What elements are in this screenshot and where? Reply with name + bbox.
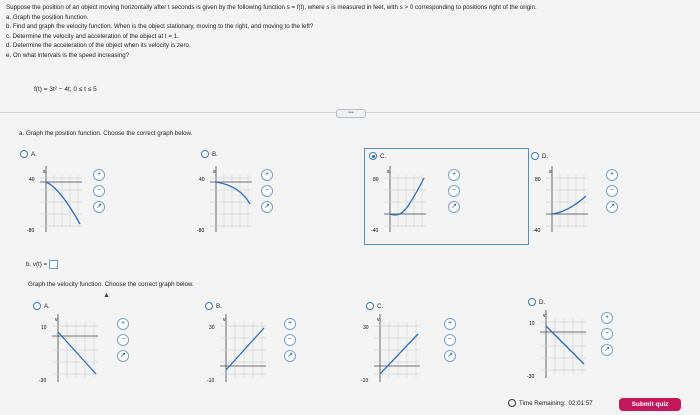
problem-line: d. Determine the acceleration of the object when its velocity is zero. — [6, 42, 191, 50]
axis-label: s — [549, 169, 552, 175]
y-min-label: -10 — [207, 378, 215, 384]
problem-line: e. On what intervals is the speed increasing? — [6, 51, 130, 59]
zoom-out-icon[interactable]: − — [444, 334, 456, 346]
zoom-out-icon[interactable]: − — [261, 185, 273, 197]
axis-label: v — [223, 317, 226, 323]
axis-label: s — [387, 169, 390, 175]
option-label: C. — [380, 152, 387, 160]
zoom-out-icon[interactable]: − — [606, 185, 618, 197]
y-min-label: -40 — [533, 228, 541, 234]
y-min-label: -80 — [27, 228, 35, 234]
expand-icon[interactable]: ↗ — [117, 350, 129, 362]
graph-position-a — [26, 166, 86, 234]
part-b-prompt: Graph the velocity function. Choose the correct graph below. — [28, 281, 194, 288]
radio-button-selected[interactable] — [369, 152, 377, 160]
option-a-position[interactable] — [20, 150, 37, 158]
axis-label: s — [43, 169, 46, 175]
axis-label: v — [55, 317, 58, 323]
problem-line: c. Determine the velocity and acceleration of the object at t = 1. — [6, 32, 179, 40]
y-max-label: 40 — [29, 177, 35, 183]
radio-button[interactable] — [33, 302, 41, 310]
option-d-velocity[interactable] — [528, 298, 545, 306]
clock-icon — [508, 399, 516, 407]
zoom-in-icon[interactable]: + — [284, 318, 296, 330]
graph-velocity-c — [360, 314, 424, 384]
zoom-out-icon[interactable]: − — [284, 334, 296, 346]
option-c-velocity[interactable] — [366, 302, 383, 310]
graph-velocity-b — [206, 314, 270, 384]
y-min-label: -80 — [197, 228, 205, 234]
y-max-label: 10 — [529, 321, 535, 327]
zoom-in-icon[interactable]: + — [93, 169, 105, 181]
zoom-out-icon[interactable]: − — [448, 185, 460, 197]
graph-position-c — [370, 166, 430, 234]
zoom-in-icon[interactable]: + — [117, 318, 129, 330]
zoom-in-icon[interactable]: + — [606, 169, 618, 181]
graph-position-b — [196, 166, 256, 234]
function-formula: f(t) = 3t² − 4t; 0 ≤ t ≤ 5 — [34, 86, 97, 93]
expand-icon[interactable]: ↗ — [448, 201, 460, 213]
expand-content-button[interactable]: ••• — [336, 109, 366, 118]
radio-button[interactable] — [205, 302, 213, 310]
velocity-answer-row — [26, 260, 58, 269]
timer-value: 02:01:57 — [568, 399, 593, 407]
expand-icon[interactable]: ↗ — [444, 350, 456, 362]
option-b-position[interactable] — [201, 150, 218, 158]
y-min-label: -30 — [527, 374, 535, 380]
zoom-out-icon[interactable]: − — [601, 328, 613, 340]
expand-icon[interactable]: ↗ — [601, 344, 613, 356]
axis-label: v — [543, 313, 546, 319]
radio-button[interactable] — [366, 302, 374, 310]
graph-position-d — [532, 166, 592, 234]
y-min-label: -30 — [39, 378, 47, 384]
radio-button[interactable] — [20, 150, 28, 158]
timer-label: Time Remaining: — [519, 399, 566, 407]
expand-icon[interactable]: ↗ — [606, 201, 618, 213]
problem-line: a. Graph the position function. — [6, 13, 89, 21]
option-label: A. — [31, 150, 37, 158]
axis-label: s — [213, 169, 216, 175]
time-remaining — [508, 399, 593, 407]
y-max-label: 40 — [199, 177, 205, 183]
zoom-in-icon[interactable]: + — [448, 169, 460, 181]
problem-statement — [6, 3, 696, 61]
option-label: D. — [539, 298, 546, 306]
zoom-out-icon[interactable]: − — [93, 185, 105, 197]
velocity-input[interactable] — [49, 260, 58, 269]
option-label: A. — [44, 302, 50, 310]
y-max-label: 10 — [41, 325, 47, 331]
option-label: B. — [216, 302, 222, 310]
submit-quiz-button[interactable]: Submit quiz — [619, 398, 681, 411]
option-label: D. — [542, 152, 549, 160]
axis-label: v — [377, 317, 380, 323]
option-c-position[interactable] — [369, 152, 386, 160]
graph-velocity-a — [38, 314, 102, 384]
y-max-label: 30 — [209, 325, 215, 331]
zoom-in-icon[interactable]: + — [261, 169, 273, 181]
expand-icon[interactable]: ↗ — [93, 201, 105, 213]
mouse-cursor-icon: ▲ — [103, 292, 110, 299]
radio-button[interactable] — [528, 298, 536, 306]
zoom-in-icon[interactable]: + — [444, 318, 456, 330]
zoom-in-icon[interactable]: + — [601, 312, 613, 324]
y-max-label: 30 — [363, 325, 369, 331]
radio-button[interactable] — [201, 150, 209, 158]
graph-velocity-d — [526, 310, 590, 380]
expand-icon[interactable]: ↗ — [284, 350, 296, 362]
y-min-label: -10 — [361, 378, 369, 384]
expand-icon[interactable]: ↗ — [261, 201, 273, 213]
y-max-label: 80 — [535, 177, 541, 183]
problem-line: b. Find and graph the velocity function. When is the object stationary, moving to the right, and moving to the left? — [6, 23, 314, 31]
option-label: B. — [212, 150, 218, 158]
option-label: C. — [377, 302, 384, 310]
y-min-label: -40 — [371, 228, 379, 234]
y-max-label: 80 — [373, 177, 379, 183]
option-d-position[interactable] — [531, 152, 548, 160]
radio-button[interactable] — [531, 152, 539, 160]
velocity-label: b. v(t) = — [26, 261, 48, 269]
option-a-velocity[interactable] — [33, 302, 50, 310]
option-b-velocity[interactable] — [205, 302, 222, 310]
part-a-prompt: a. Graph the position function. Choose the correct graph below. — [19, 130, 193, 137]
problem-line: Suppose the position of an object moving horizontally after t seconds is given by the following function s = f(t), where s is measured in feet, with s > 0 corresponding to positions right of the origin. — [6, 4, 537, 11]
zoom-out-icon[interactable]: − — [117, 334, 129, 346]
